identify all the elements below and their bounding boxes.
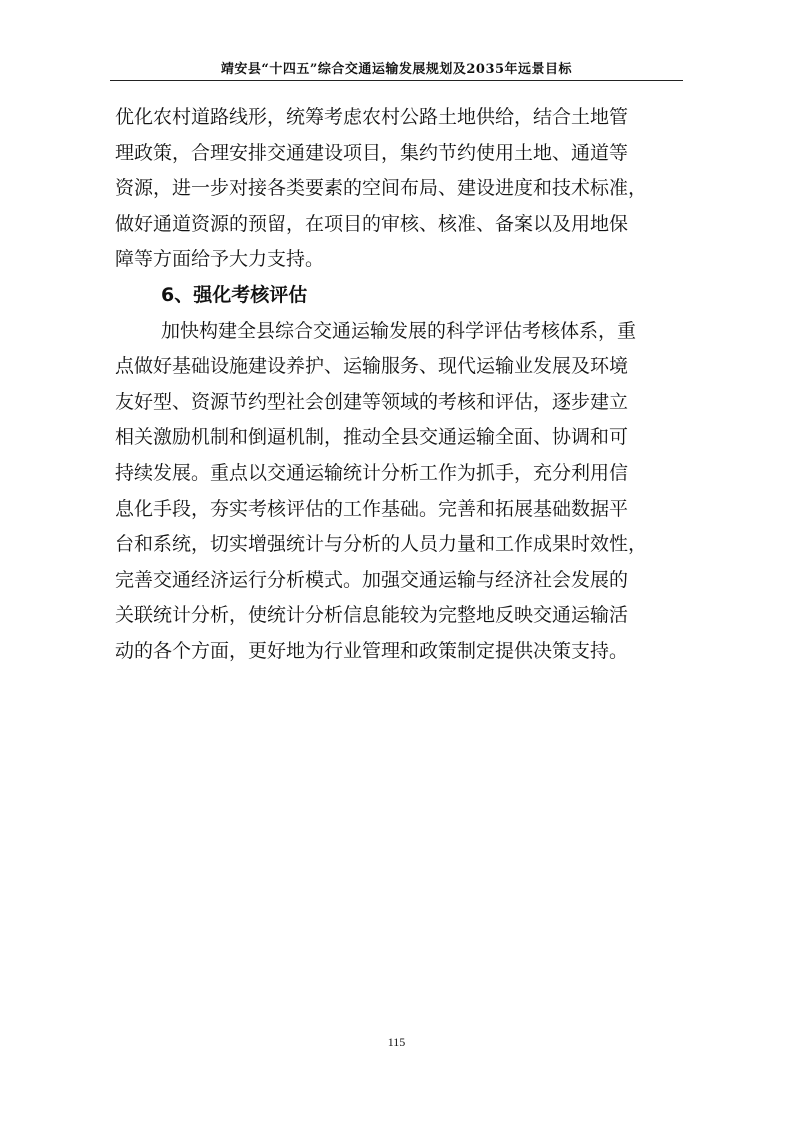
paragraph-evaluation	[115, 314, 681, 670]
text-line: 优化农村道路线形，统筹考虑农村公路土地供给，结合土地管	[115, 106, 629, 128]
text-line: 关联统计分析，使统计分析信息能较为完整地反映交通运输活	[115, 604, 629, 627]
text-line: 加快构建全县综合交通运输发展的科学评估考核体系，重	[161, 319, 637, 342]
paragraph-land-support	[115, 100, 681, 278]
text-line: 动的各个方面，更好地为行业管理和政策制定提供决策支持。	[115, 639, 629, 662]
text-line: 持续发展。重点以交通运输统计分析工作为抓手，充分利用信	[115, 461, 629, 484]
text-line: 台和系统，切实增强统计与分析的人员力量和工作成果时效性，	[115, 533, 648, 556]
document-body	[115, 100, 681, 670]
text-line: 友好型、资源节约型社会创建等领域的考核和评估，逐步建立	[115, 390, 629, 413]
text-line: 息化手段，夯实考核评估的工作基础。完善和拓展基础数据平	[115, 497, 629, 520]
header-divider	[110, 80, 683, 81]
text-line: 完善交通经济运行分析模式。加强交通运输与经济社会发展的	[115, 568, 629, 591]
text-line: 障等方面给予大力支持。	[115, 248, 325, 271]
running-header: 靖安县“十四五”综合交通运输发展规划及2035年远景目标	[220, 62, 573, 77]
text-line: 理政策，合理安排交通建设项目，集约节约使用土地、通道等	[115, 141, 629, 164]
section-heading: 6、强化考核评估	[161, 283, 308, 306]
page-number: 115	[387, 1035, 406, 1049]
text-line: 相关激励机制和倒逼机制，推动全县交通运输全面、协调和可	[115, 426, 629, 449]
text-line: 点做好基础设施建设养护、运输服务、现代运输业发展及环境	[115, 355, 629, 378]
text-line: 资源，进一步对接各类要素的空间布局、建设进度和技术标准，	[115, 177, 648, 200]
text-line: 做好通道资源的预留，在项目的审核、核准、备案以及用地保	[115, 212, 629, 235]
